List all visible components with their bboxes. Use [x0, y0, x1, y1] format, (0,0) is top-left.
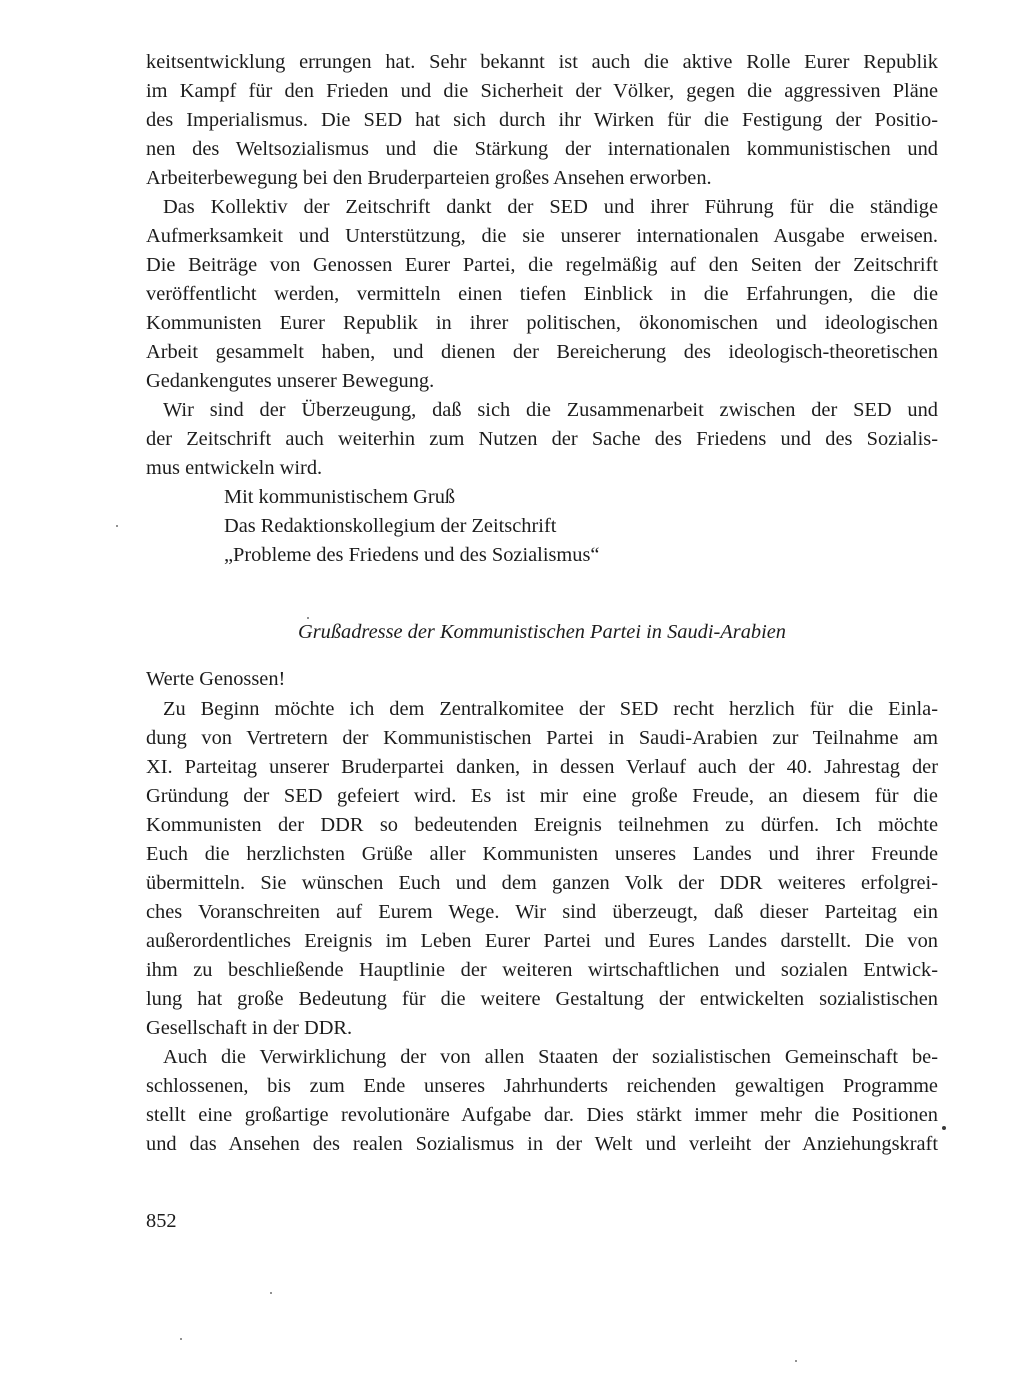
text-line: veröffentlicht werden, vermitteln einen tiefen Einblick in die Erfahrungen, die die	[146, 283, 938, 305]
text-line: übermitteln. Sie wünschen Euch und dem ganzen Volk der DDR weiteres erfolgrei-	[146, 872, 938, 894]
scan-speck	[795, 1360, 797, 1362]
text-line: Auch die Verwirklichung der von allen Staaten der sozialistischen Gemeinschaft be-	[163, 1046, 938, 1068]
text-line: Aufmerksamkeit und Unterstützung, die sie unserer internationalen Ausgabe erweisen.	[146, 225, 938, 247]
paragraph-2	[146, 193, 938, 396]
text-line: Wir sind der Überzeugung, daß sich die Zusammenarbeit zwischen der SED und	[163, 399, 938, 421]
text-line: ches Voranschreiten auf Eurem Wege. Wir sind überzeugt, daß dieser Parteitag ein	[146, 901, 938, 923]
page-body	[146, 48, 938, 1159]
page-number: 852	[146, 1210, 177, 1232]
text-line: außerordentliches Ereignis im Leben Eurer Partei und Eures Landes darstellt. Die von	[146, 930, 938, 952]
scan-speck	[116, 525, 118, 527]
scan-speck	[307, 617, 309, 619]
text-line: Gedankengutes unserer Bewegung.	[146, 370, 435, 392]
scan-speck	[270, 1292, 272, 1294]
text-line: dung von Vertretern der Kommunistischen Partei in Saudi-Arabien zur Teilnahme am	[146, 727, 938, 749]
text-line: Kommunisten der DDR so bedeutenden Ereignis teilnehmen zu dürfen. Ich möchte	[146, 814, 938, 836]
text-line: XI. Parteitag unserer Bruderpartei danken, in dessen Verlauf auch der 40. Jahrestag der	[146, 756, 938, 778]
signature-line: „Probleme des Friedens und des Sozialismus“	[224, 544, 600, 566]
text-line: Kommunisten Eurer Republik in ihrer politischen, ökonomischen und ideologischen	[146, 312, 938, 334]
text-line: Arbeiterbewegung bei den Bruderparteien großes Ansehen erworben.	[146, 167, 712, 189]
salutation: Werte Genossen!	[146, 668, 286, 690]
text-line: mus entwickeln wird.	[146, 457, 323, 479]
text-line: Die Beiträge von Genossen Eurer Partei, die regelmäßig auf den Seiten der Zeitschrift	[146, 254, 938, 276]
text-line: Zu Beginn möchte ich dem Zentralkomitee der SED recht herzlich für die Einla-	[163, 698, 938, 720]
text-line: Gesellschaft in der DDR.	[146, 1017, 353, 1039]
paragraph-4	[146, 695, 938, 1043]
paragraph-1	[146, 48, 938, 193]
text-line: stellt eine großartige revolutionäre Aufgabe dar. Dies stärkt immer mehr die Positionen	[146, 1104, 938, 1126]
signature-block	[146, 483, 938, 570]
text-line: keitsentwicklung errungen hat. Sehr bekannt ist auch die aktive Rolle Eurer Republik	[146, 51, 938, 73]
scan-speck	[942, 1126, 946, 1130]
text-line: des Imperialismus. Die SED hat sich durch ihr Wirken für die Festigung der Positio-	[146, 109, 938, 131]
text-line: lung hat große Bedeutung für die weitere Gestaltung der entwickelten sozialistischen	[146, 988, 938, 1010]
signature-line: Mit kommunistischem Gruß	[224, 486, 456, 508]
text-line: im Kampf für den Frieden und die Sicherheit der Völker, gegen die aggressiven Pläne	[146, 80, 938, 102]
text-line: Das Kollektiv der Zeitschrift dankt der SED und ihrer Führung für die ständige	[163, 196, 938, 218]
signature-line: Das Redaktionskollegium der Zeitschrift	[224, 515, 557, 537]
paragraph-5	[146, 1043, 938, 1159]
text-line: nen des Weltsozialismus und die Stärkung der internationalen kommunistischen und	[146, 138, 938, 160]
text-line: Arbeit gesammelt haben, und dienen der Bereicherung des ideologisch-theoretischen	[146, 341, 938, 363]
text-line: Gründung der SED gefeiert wird. Es ist mir eine große Freude, an diesem für die	[146, 785, 938, 807]
text-line: schlossenen, bis zum Ende unseres Jahrhunderts reichenden gewaltigen Programme	[146, 1075, 938, 1097]
paragraph-3	[146, 396, 938, 483]
section-heading: Grußadresse der Kommunistischen Partei in Saudi-Arabien	[297, 621, 786, 643]
text-line: und das Ansehen des realen Sozialismus in der Welt und verleiht der Anziehungskraft	[146, 1133, 938, 1155]
scan-speck	[180, 1338, 182, 1340]
text-line: ihm zu beschließende Hauptlinie der weiteren wirtschaftlichen und sozialen Entwick-	[146, 959, 938, 981]
text-line: Euch die herzlichsten Grüße aller Kommunisten unseres Landes und ihrer Freunde	[146, 843, 938, 865]
text-line: der Zeitschrift auch weiterhin zum Nutzen der Sache des Friedens und des Sozialis-	[146, 428, 938, 450]
